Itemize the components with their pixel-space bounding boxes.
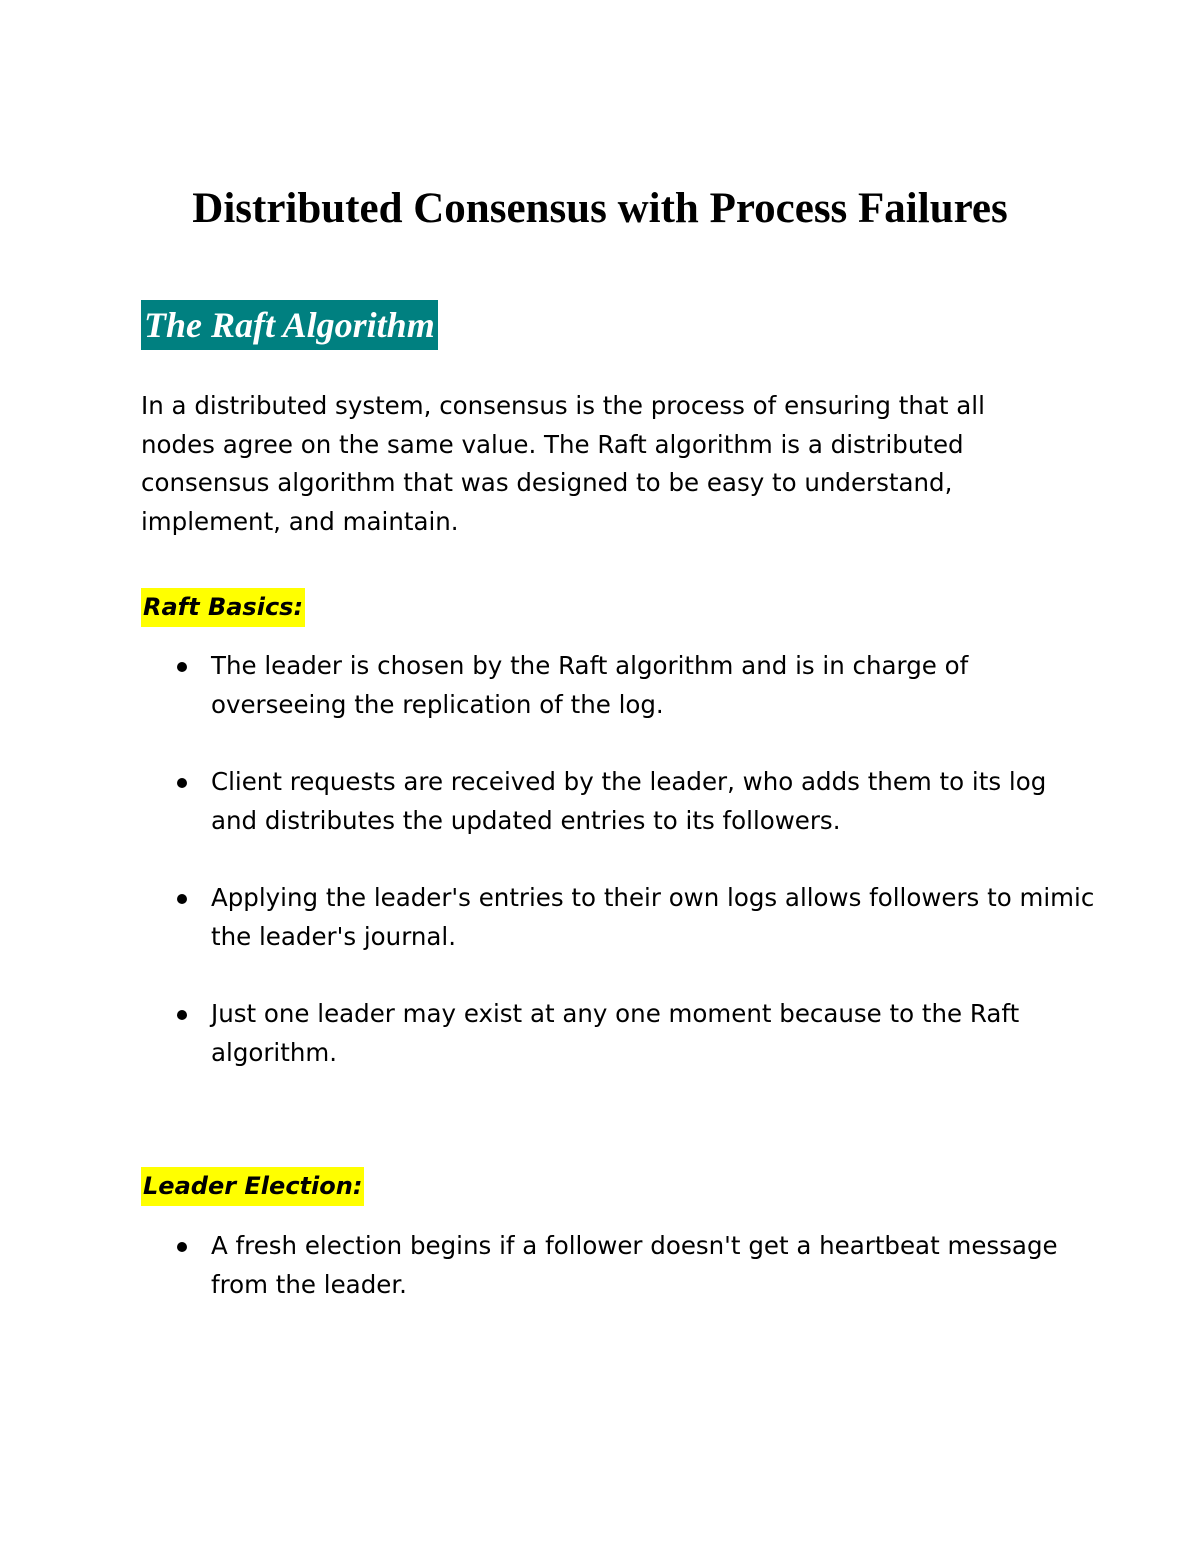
list-item	[0, 763, 1100, 840]
list-item-text: Client requests are received by the leader, who adds them to its log and distributes the updated entries to its followers.	[211, 767, 1047, 835]
intro-paragraph: In a distributed system, consensus is the process of ensuring that all nodes agree on the same value. The Raft algorithm is a distributed consensus algorithm that was designed to be easy to understand, implement, and maintain.	[141, 391, 985, 536]
raft-basics-list	[0, 647, 1100, 1111]
list-item	[0, 995, 1100, 1072]
document-title: Distributed Consensus with Process Failures	[192, 185, 1008, 232]
list-item-text: Just one leader may exist at any one moment because to the Raft algorithm.	[211, 999, 1020, 1067]
bullet-dot-icon	[177, 1010, 187, 1020]
bullet-dot-icon	[177, 1242, 187, 1252]
list-item	[0, 647, 1100, 724]
leader-election-heading: Leader Election:	[141, 1167, 364, 1206]
bullet-dot-icon	[177, 894, 187, 904]
leader-election-list	[0, 1227, 1100, 1343]
bullet-dot-icon	[177, 662, 187, 672]
bullet-dot-icon	[177, 778, 187, 788]
list-item	[0, 879, 1100, 956]
section-heading-raft-algorithm: The Raft Algorithm	[141, 300, 438, 350]
list-item-text: Applying the leader's entries to their own logs allows followers to mimic the leader's journal.	[211, 883, 1095, 951]
raft-basics-heading: Raft Basics:	[141, 588, 305, 627]
list-item-text: The leader is chosen by the Raft algorithm and is in charge of overseeing the replication of the log.	[211, 651, 969, 719]
list-item	[0, 1227, 1100, 1304]
list-item-text: A fresh election begins if a follower doesn't get a heartbeat message from the leader.	[211, 1231, 1058, 1299]
